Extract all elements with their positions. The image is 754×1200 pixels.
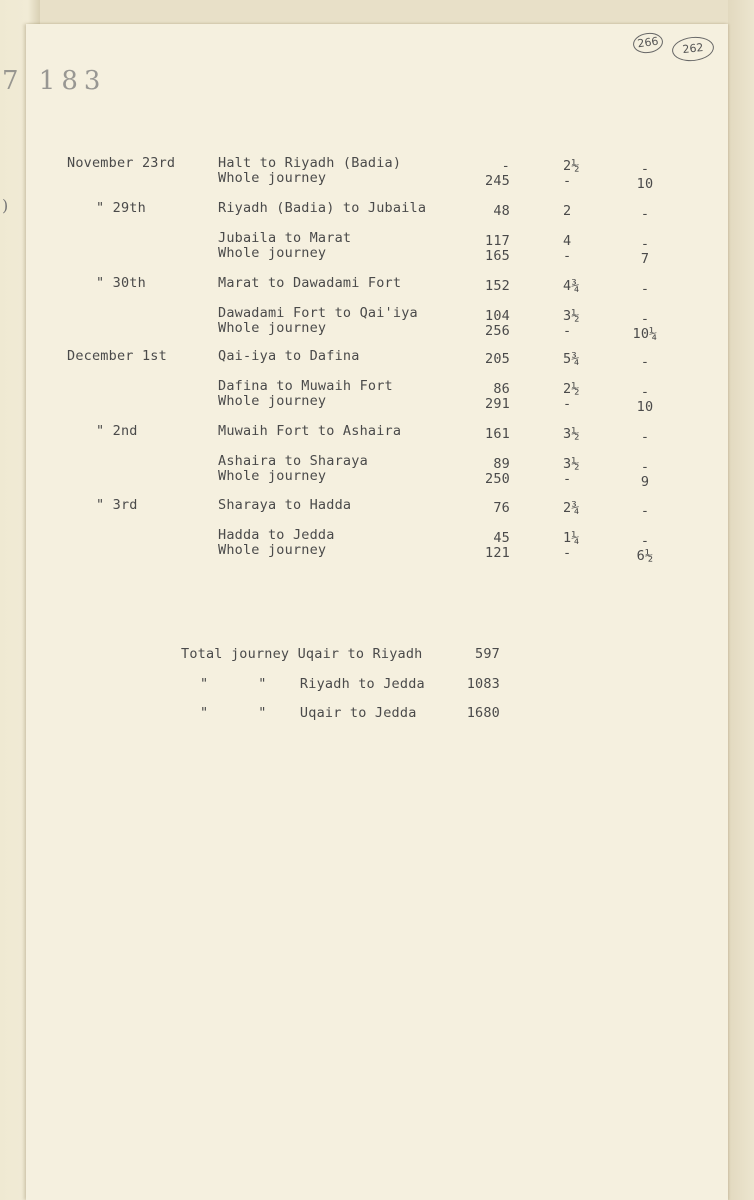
row-route: Jubaila to Marat [218,230,352,246]
row-date: November 23rd [67,155,176,171]
row-miles: 291 [485,396,510,412]
row-hours: - [563,173,572,189]
row-miles: 205 [485,351,510,367]
row-route: Hadda to Jedda [218,527,335,543]
folio-number-2: 262 [671,35,715,63]
row-hours: 1¼ [563,530,580,546]
row-hours: - [563,471,572,487]
row-miles: 89 [493,456,510,472]
row-hours: 3½ [563,456,580,472]
row-days: 10 [636,176,654,192]
row-route: Whole journey [218,468,327,484]
row-miles: - [501,158,510,174]
total-label: " " Riyadh to Jedda [200,676,425,692]
row-miles: 245 [485,173,510,189]
row-hours: - [563,396,572,412]
corner-mark: 7 183 [2,66,107,96]
row-hours: 3½ [563,308,580,324]
margin-tick: ) [2,196,9,215]
background-edge [728,0,754,1200]
total-value: 1083 [466,676,500,692]
row-hours: 5¾ [563,351,580,367]
row-miles: 256 [485,323,510,339]
row-miles: 121 [485,545,510,561]
row-date: " 2nd [96,423,138,439]
row-miles: 76 [493,500,510,516]
row-miles: 48 [493,203,510,219]
row-miles: 104 [485,308,510,324]
row-route: Halt to Riyadh (Badia) [218,155,402,171]
row-date: December 1st [67,348,167,364]
row-date: " 29th [96,200,146,216]
row-days: 7 [640,251,650,267]
folio-number-1: 266 [632,31,664,55]
row-miles: 86 [493,381,510,397]
row-days: - [640,161,650,177]
row-hours: 2½ [563,158,580,174]
row-route: Riyadh (Badia) to Jubaila [218,200,427,216]
row-route: Whole journey [218,245,327,261]
row-miles: 250 [485,471,510,487]
row-days: - [640,206,650,222]
total-label: " " Uqair to Jedda [200,705,417,721]
row-hours: 2¾ [563,500,580,516]
row-days: - [640,236,650,252]
row-days: 10¼ [632,326,658,342]
row-hours: 2 [563,203,572,219]
row-hours: 4 [563,233,572,249]
row-hours: - [563,545,572,561]
row-days: - [640,429,650,445]
row-days: 9 [640,474,650,490]
row-route: Ashaira to Sharaya [218,453,368,469]
total-label: Total journey Uqair to Riyadh [181,646,423,662]
row-hours: - [563,323,572,339]
total-value: 597 [475,646,500,662]
row-route: Whole journey [218,170,327,186]
row-route: Qai-iya to Dafina [218,348,360,364]
total-value: 1680 [466,705,500,721]
row-days: 6½ [636,548,654,564]
row-route: Sharaya to Hadda [218,497,352,513]
row-route: Marat to Dawadami Fort [218,275,402,291]
row-route: Dafina to Muwaih Fort [218,378,393,394]
row-miles: 165 [485,248,510,264]
row-hours: 4¾ [563,278,580,294]
row-days: - [640,503,650,519]
row-hours: 3½ [563,426,580,442]
row-days: - [640,311,650,327]
row-route: Whole journey [218,320,327,336]
row-date: " 3rd [96,497,138,513]
row-route: Muwaih Fort to Ashaira [218,423,402,439]
row-miles: 117 [485,233,510,249]
row-route: Dawadami Fort to Qai'iya [218,305,418,321]
row-route: Whole journey [218,542,327,558]
row-miles: 152 [485,278,510,294]
row-hours: 2½ [563,381,580,397]
row-days: - [640,281,650,297]
row-miles: 45 [493,530,510,546]
row-days: 10 [636,399,654,415]
row-days: - [640,459,650,475]
row-hours: - [563,248,572,264]
row-days: - [640,533,650,549]
row-route: Whole journey [218,393,327,409]
row-date: " 30th [96,275,146,291]
row-days: - [640,354,650,370]
row-miles: 161 [485,426,510,442]
row-days: - [640,384,650,400]
